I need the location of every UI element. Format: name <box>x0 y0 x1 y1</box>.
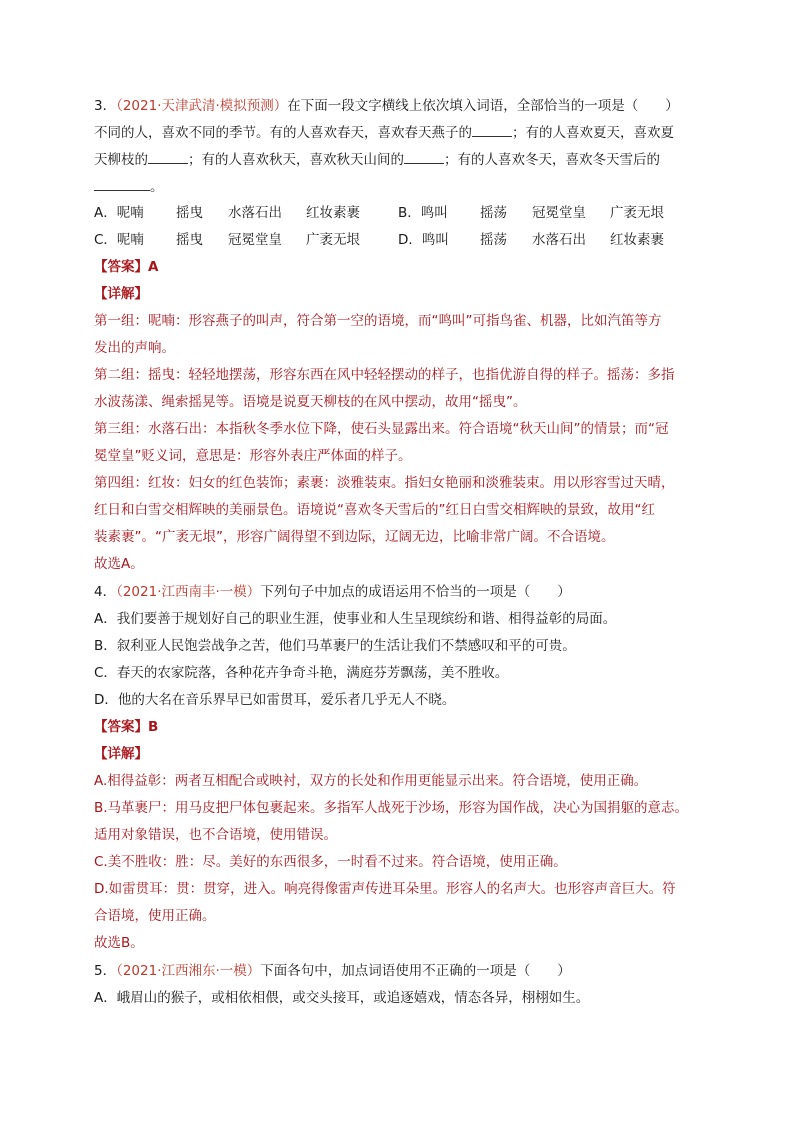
q4-answer: 【答案】B <box>94 719 159 735</box>
q3-text-line-1: 不同的人，喜欢不同的季节。有的人喜欢春天，喜欢春天燕子的 ；有的人喜欢夏天，喜欢夏 <box>94 122 714 142</box>
q3-stem: 在下面一段文字横线上依次填入词语，全部恰当的一项是（ ） <box>287 98 679 114</box>
q5-option-a: A．峨眉山的猴子，或相依相偎，或交头接耳，或追逐嬉戏，情态各异，栩栩如生。 <box>94 990 590 1006</box>
q3-detail-1a: 第一组：呢喃：形容燕子的叫声，符合第一空的语境，而“鸣叫”可指鸟雀、机器，比如汽笛等方 <box>94 313 662 329</box>
q4-detail-c: C.美不胜收：胜：尽。美好的东西很多，一时看不过来。符合语境，使用正确。 <box>94 854 567 870</box>
q3-stem-line <box>94 96 714 116</box>
q3-number: 3． <box>94 98 117 114</box>
q3-conclusion: 故选A。 <box>94 556 144 572</box>
q4-detail-d1: D.如雷贯耳：贯：贯穿，进入。响亮得像雷声传进耳朵里。形容人的名声大。也形容声音巨大。符 <box>94 881 676 897</box>
fill-blank-4 <box>94 176 150 191</box>
q3-detail-2b: 水波荡漾、绳索摇晃等。语境是说夏天柳枝的在风中摆动，故用“摇曳”。 <box>94 394 527 410</box>
q3-options-cd: C．呢喃 摇曳 冠冕堂皇 广袤无垠 D．鸣叫 摇荡 水落石出 红妆素裹 <box>94 232 664 248</box>
q3-detail-1b: 发出的声响。 <box>94 340 175 356</box>
fill-blank-1 <box>472 122 512 137</box>
q3-detail-label: 【详解】 <box>94 286 148 302</box>
q4-detail-label: 【详解】 <box>94 746 148 762</box>
q4-stem: 下列句子中加点的成语运用不恰当的一项是（ ） <box>260 584 571 600</box>
q4-option-d: D．他的大名在音乐界早已如雷贯耳，爱乐者几乎无人不晓。 <box>94 692 456 708</box>
q3-options-ab: A．呢喃 摇曳 水落石出 红妆素裹 B．鸣叫 摇荡 冠冕堂皇 广袤无垠 <box>94 205 664 221</box>
q4-number: 4． <box>94 584 117 600</box>
q3-detail-4a: 第四组：红妆：妇女的红色装饰；素裹：淡雅装束。指妇女艳丽和淡雅装束。用以形容雪过天晴， <box>94 475 675 491</box>
q4-option-b: B．叙利亚人民饱尝战争之苦，他们马革裹尸的生活让我们不禁感叹和平的可贵。 <box>94 638 576 654</box>
q4-stem-line <box>94 582 714 602</box>
q4-option-a: A．我们要善于规划好自己的职业生涯，使事业和人生呈现缤纷和谐、相得益彰的局面。 <box>94 611 617 627</box>
q4-option-c: C．春天的农家院落，各种花卉争奇斗艳，满庭芬芳飘荡，美不胜收。 <box>94 665 509 681</box>
q3-detail-3b: 冕堂皇”贬义词，意思是：形容外表庄严体面的样子。 <box>94 448 412 464</box>
fill-blank-2 <box>148 149 188 164</box>
q3-text-line-3: 。 <box>94 176 714 196</box>
q4-detail-a: A.相得益彰：两者互相配合或映衬，双方的长处和作用更能显示出来。符合语境，使用正确。 <box>94 773 648 789</box>
q4-source: （2021·江西南丰·一模） <box>116 584 261 600</box>
q4-conclusion: 故选B。 <box>94 935 144 951</box>
q3-detail-4b: 红日和白雪交相辉映的美丽景色。语境说“喜欢冬天雪后的”红日白雪交相辉映的景致，故用“红 <box>94 502 655 518</box>
q3-source: （2021·天津武清·模拟预测） <box>116 98 288 114</box>
q3-detail-2a: 第二组：摇曳：轻轻地摆荡，形容东西在风中轻轻摆动的样子，也指优游自得的样子。摇荡：多指 <box>94 367 675 383</box>
q5-source: （2021·江西湘东·一模） <box>116 963 261 979</box>
q5-stem-line <box>94 961 714 981</box>
q3-detail-4c: 装素裹”。“广袤无垠”，形容广阔得望不到边际，辽阔无边，比喻非常广阔。不合语境。 <box>94 529 615 545</box>
q4-detail-d2: 合语境，使用正确。 <box>94 908 216 924</box>
q4-detail-b2: 适用对象错误，也不合语境，使用错误。 <box>94 827 337 843</box>
fill-blank-3 <box>404 149 444 164</box>
q3-detail-3a: 第三组：水落石出：本指秋冬季水位下降，使石头显露出来。符合语境“秋天山间”的情景；而“冠 <box>94 421 669 437</box>
q5-stem: 下面各句中，加点词语使用不正确的一项是（ ） <box>260 963 571 979</box>
q5-number: 5． <box>94 963 117 979</box>
q4-detail-b1: B.马革裹尸：用马皮把尸体包裹起来。多指军人战死于沙场，形容为国作战，决心为国捐躯的意志。 <box>94 800 689 816</box>
q3-answer: 【答案】A <box>94 259 159 275</box>
q3-text-line-2: 天柳枝的 ；有的人喜欢秋天，喜欢秋天山间的 ；有的人喜欢冬天，喜欢冬天雪后的 <box>94 149 714 169</box>
